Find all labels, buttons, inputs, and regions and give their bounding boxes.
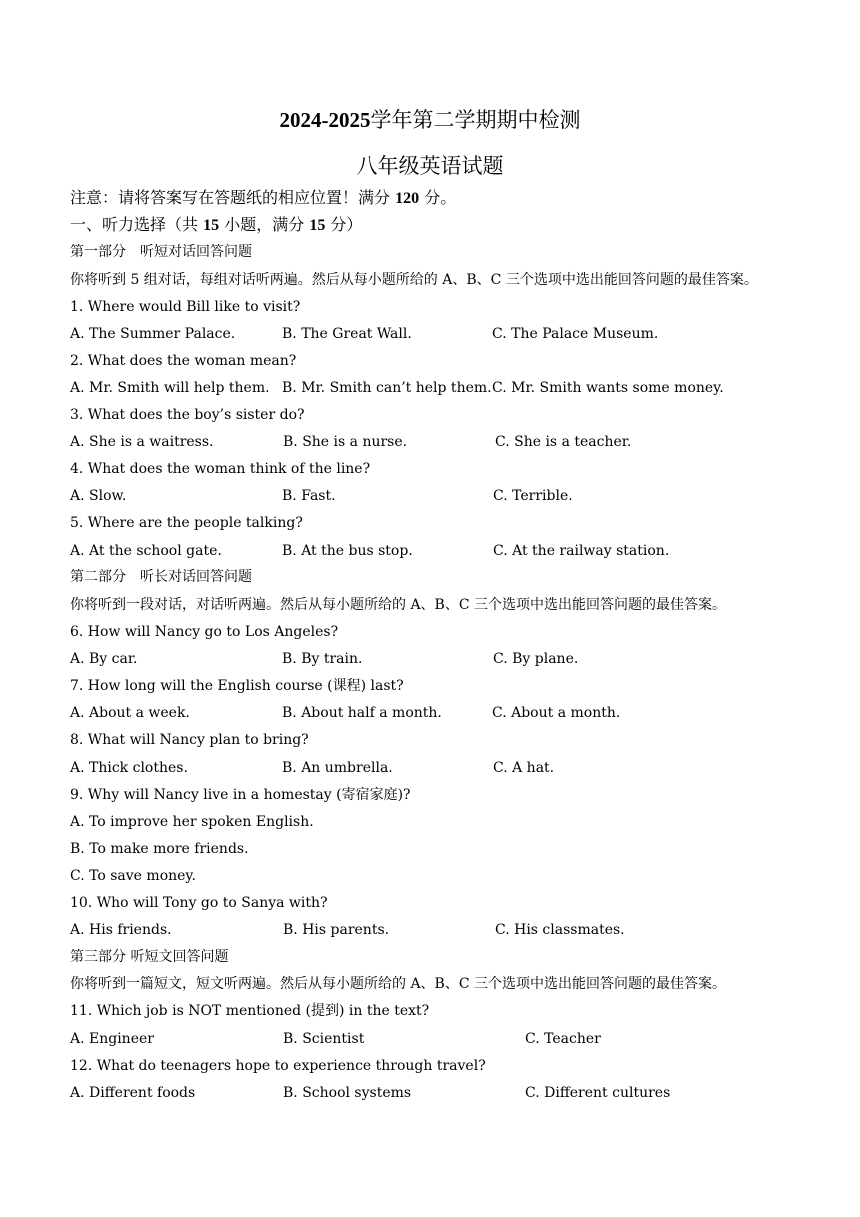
- q1-option-a: A. The Summer Palace.: [70, 326, 236, 342]
- question-6: 6. How will Nancy go to Los Angeles?: [70, 624, 339, 640]
- q3-option-a: A. She is a waitress.: [70, 434, 214, 450]
- q8-option-b: B. An umbrella.: [282, 760, 393, 776]
- q10-option-a: A. His friends.: [70, 922, 172, 938]
- question-7: 7. How long will the English course (课程) last?: [70, 678, 404, 694]
- q8-option-c: C. A hat.: [493, 760, 555, 776]
- question-12: 12. What do teenagers hope to experience through travel?: [70, 1058, 486, 1074]
- q5-option-c: C. At the railway station.: [493, 543, 670, 559]
- q11-option-a: A. Engineer: [70, 1031, 154, 1047]
- part-2-title: 第二部分 听长对话回答问题: [70, 569, 252, 585]
- q9-option-c: C. To save money.: [70, 868, 196, 884]
- q9-option-b: B. To make more friends.: [70, 841, 249, 857]
- q3-option-c: C. She is a teacher.: [495, 434, 632, 450]
- q7-option-a: A. About a week.: [70, 705, 190, 721]
- exam-title: 2024-2025学年第二学期期中检测: [279, 108, 581, 132]
- section-1-heading: 一、听力选择（共 15 小题，满分 15 分）: [70, 215, 363, 234]
- q1-option-c: C. The Palace Museum.: [492, 326, 659, 342]
- q11-option-c: C. Teacher: [525, 1031, 601, 1047]
- q2-option-c: C. Mr. Smith wants some money.: [492, 380, 724, 396]
- question-3: 3. What does the boy’s sister do?: [70, 407, 305, 423]
- part-1-instruction: 你将听到 5 组对话，每组对话听两遍。然后从每小题所给的 A、B、C 三个选项中选出能回答问题的最佳答案。: [70, 272, 758, 288]
- q5-option-b: B. At the bus stop.: [282, 543, 413, 559]
- part-3-instruction: 你将听到一篇短文，短文听两遍。然后从每小题所给的 A、B、C 三个选项中选出能回答问题的最佳答案。: [70, 976, 727, 992]
- q4-option-b: B. Fast.: [282, 488, 336, 504]
- q4-option-a: A. Slow.: [70, 488, 127, 504]
- q7-option-c: C. About a month.: [492, 705, 621, 721]
- part-2-instruction: 你将听到一段对话，对话听两遍。然后从每小题所给的 A、B、C 三个选项中选出能回答问题的最佳答案。: [70, 597, 727, 613]
- exam-subtitle: 八年级英语试题: [356, 154, 504, 178]
- part-3-title: 第三部分 听短文回答问题: [70, 949, 229, 965]
- question-2: 2. What does the woman mean?: [70, 353, 297, 369]
- q2-option-b: B. Mr. Smith can’t help them.: [282, 380, 492, 396]
- notice: 注意：请将答案写在答题纸的相应位置！满分 120 分。: [70, 188, 457, 207]
- question-1: 1. Where would Bill like to visit?: [70, 299, 301, 315]
- q12-option-c: C. Different cultures: [525, 1085, 671, 1101]
- q2-option-a: A. Mr. Smith will help them.: [70, 380, 270, 396]
- q12-option-b: B. School systems: [283, 1085, 412, 1101]
- question-4: 4. What does the woman think of the line?: [70, 461, 371, 477]
- q8-option-a: A. Thick clothes.: [70, 760, 188, 776]
- q11-option-b: B. Scientist: [283, 1031, 365, 1047]
- part-1-title: 第一部分 听短对话回答问题: [70, 244, 252, 260]
- question-8: 8. What will Nancy plan to bring?: [70, 732, 309, 748]
- q5-option-a: A. At the school gate.: [70, 543, 222, 559]
- q10-option-c: C. His classmates.: [495, 922, 625, 938]
- q7-option-b: B. About half a month.: [282, 705, 442, 721]
- question-9: 9. Why will Nancy live in a homestay (寄宿家庭)?: [70, 787, 411, 803]
- question-5: 5. Where are the people talking?: [70, 515, 303, 531]
- q6-option-b: B. By train.: [282, 651, 363, 667]
- q6-option-c: C. By plane.: [493, 651, 579, 667]
- q6-option-a: A. By car.: [70, 651, 138, 667]
- q3-option-b: B. She is a nurse.: [283, 434, 408, 450]
- q10-option-b: B. His parents.: [283, 922, 390, 938]
- question-10: 10. Who will Tony go to Sanya with?: [70, 895, 328, 911]
- q4-option-c: C. Terrible.: [493, 488, 573, 504]
- question-11: 11. Which job is NOT mentioned (提到) in the text?: [70, 1003, 430, 1019]
- q12-option-a: A. Different foods: [70, 1085, 196, 1101]
- q1-option-b: B. The Great Wall.: [282, 326, 412, 342]
- q9-option-a: A. To improve her spoken English.: [70, 814, 314, 830]
